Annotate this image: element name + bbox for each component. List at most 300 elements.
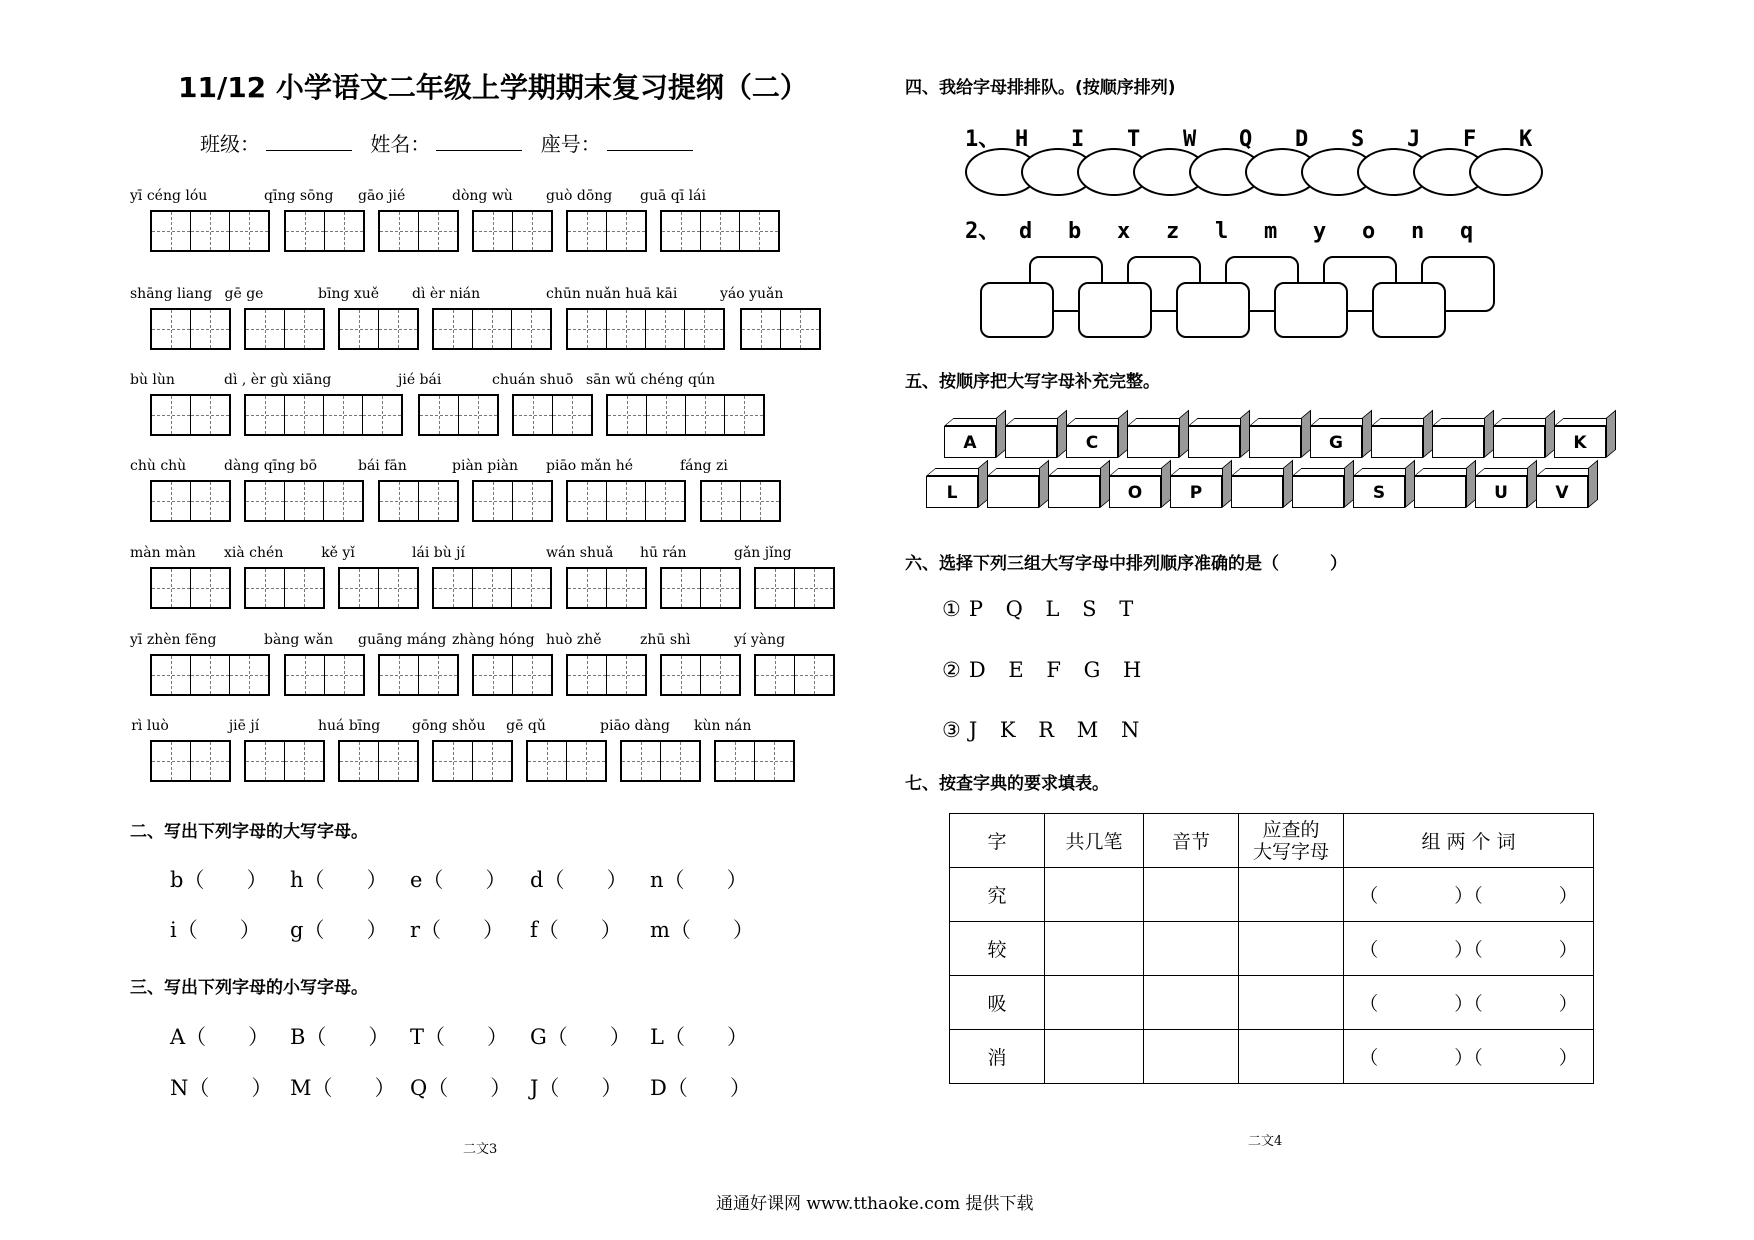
letter-cell[interactable] bbox=[1239, 1030, 1344, 1084]
letter: z bbox=[1166, 219, 1180, 244]
tian-grid-cell[interactable] bbox=[511, 569, 550, 607]
footer-credit: 通通好课网 www.tthaoke.com 提供下载 bbox=[716, 1194, 1034, 1214]
tian-grid-cell[interactable] bbox=[418, 656, 457, 694]
blank-item[interactable]: b（ ） bbox=[170, 868, 268, 892]
writing-box[interactable] bbox=[432, 308, 552, 350]
seat-label: 座号： bbox=[540, 132, 601, 156]
pinyin-label: yáo yuǎn bbox=[720, 286, 784, 302]
writing-box[interactable] bbox=[244, 480, 364, 522]
pinyin-label: gǎn jǐng bbox=[734, 545, 792, 561]
writing-box[interactable] bbox=[284, 654, 365, 696]
word-blank[interactable]: （ ） bbox=[1473, 1047, 1578, 1069]
cube-letter bbox=[1432, 426, 1484, 458]
word-blank[interactable]: （ ） bbox=[1473, 993, 1578, 1015]
writing-box[interactable] bbox=[244, 567, 325, 609]
table-header-row bbox=[950, 814, 1594, 868]
writing-box[interactable] bbox=[472, 480, 553, 522]
blank-item[interactable]: A（ ） bbox=[170, 1025, 270, 1049]
tian-grid-cell[interactable] bbox=[512, 482, 551, 520]
syllable-cell[interactable] bbox=[1144, 868, 1239, 922]
cube-letter: O bbox=[1109, 476, 1161, 508]
tian-grid-cell[interactable] bbox=[724, 396, 763, 434]
tian-grid-cell[interactable] bbox=[190, 742, 229, 780]
writing-box[interactable] bbox=[244, 740, 325, 782]
tian-grid-cell[interactable] bbox=[418, 212, 457, 250]
letter-cell[interactable] bbox=[1239, 868, 1344, 922]
tian-grid-cell[interactable] bbox=[568, 212, 606, 250]
uppercase-row2 bbox=[170, 914, 770, 944]
tian-grid-cell[interactable] bbox=[606, 656, 645, 694]
tian-grid-cell[interactable] bbox=[246, 396, 284, 434]
letter: q bbox=[1460, 219, 1474, 244]
answer-oval[interactable] bbox=[1469, 148, 1543, 196]
answer-box[interactable] bbox=[1274, 282, 1348, 338]
cube-row-top bbox=[944, 418, 1624, 464]
tian-grid-cell[interactable] bbox=[284, 569, 323, 607]
blank-item[interactable]: m（ ） bbox=[650, 918, 754, 942]
answer-box[interactable] bbox=[1176, 282, 1250, 338]
pinyin-label: xià chén bbox=[224, 545, 284, 561]
tian-grid-cell[interactable] bbox=[716, 742, 754, 780]
writing-box[interactable] bbox=[150, 394, 231, 436]
blank-item[interactable]: J（ ） bbox=[530, 1076, 623, 1100]
table-row bbox=[950, 976, 1594, 1030]
pinyin-label: guāng máng bbox=[358, 632, 447, 648]
letter-cell[interactable] bbox=[1239, 976, 1344, 1030]
table-row bbox=[950, 922, 1594, 976]
tian-grid-cell[interactable] bbox=[190, 212, 229, 250]
seat-blank[interactable] bbox=[607, 132, 693, 151]
table-row bbox=[950, 1030, 1594, 1084]
blank-item[interactable]: n（ ） bbox=[650, 868, 748, 892]
tian-grid-cell[interactable] bbox=[622, 742, 660, 780]
blank-item[interactable]: r（ ） bbox=[410, 918, 505, 942]
dictionary-table bbox=[949, 813, 1594, 1084]
blank-item[interactable]: T（ ） bbox=[410, 1025, 509, 1049]
blank-item[interactable]: i（ ） bbox=[170, 918, 261, 942]
tian-grid-cell[interactable] bbox=[646, 396, 685, 434]
oval-chain bbox=[965, 148, 1545, 198]
section7-header: 七、按查字典的要求填表。 bbox=[905, 774, 1109, 794]
writing-box[interactable] bbox=[150, 740, 231, 782]
writing-box[interactable] bbox=[606, 394, 765, 436]
section4-header: 四、我给字母排排队。(按顺序排列) bbox=[905, 78, 1176, 98]
tian-grid-cell[interactable] bbox=[662, 212, 700, 250]
blank-item[interactable]: Q（ ） bbox=[410, 1076, 512, 1100]
writing-box[interactable] bbox=[566, 480, 686, 522]
tian-grid-cell[interactable] bbox=[152, 569, 190, 607]
tian-grid-cell[interactable] bbox=[324, 212, 363, 250]
blank-item[interactable]: N（ ） bbox=[170, 1076, 273, 1100]
tian-grid-cell[interactable] bbox=[229, 212, 268, 250]
tian-grid-cell[interactable] bbox=[528, 742, 566, 780]
pinyin-label: bīng xuě bbox=[318, 286, 380, 302]
writing-box[interactable] bbox=[150, 308, 231, 350]
tian-grid-cell[interactable] bbox=[606, 482, 645, 520]
writing-box[interactable] bbox=[150, 480, 231, 522]
tian-grid-cell[interactable] bbox=[380, 212, 418, 250]
tian-grid-cell[interactable] bbox=[229, 656, 268, 694]
blank-item[interactable]: D（ ） bbox=[650, 1076, 751, 1100]
pinyin-label: guò dōng bbox=[546, 188, 613, 204]
syllable-cell[interactable] bbox=[1144, 1030, 1239, 1084]
tian-grid-cell[interactable] bbox=[754, 742, 793, 780]
strokes-cell[interactable] bbox=[1045, 1030, 1144, 1084]
letter: H bbox=[1015, 127, 1029, 152]
blank-item[interactable]: h（ ） bbox=[290, 868, 388, 892]
letter-cube[interactable] bbox=[1005, 418, 1067, 458]
tian-grid-cell[interactable] bbox=[284, 482, 323, 520]
tian-grid-cell[interactable] bbox=[378, 742, 417, 780]
blank-item[interactable]: e（ ） bbox=[410, 868, 507, 892]
letter-cube[interactable] bbox=[1475, 468, 1537, 508]
cube-letter bbox=[1493, 426, 1545, 458]
tian-grid-cell[interactable] bbox=[324, 656, 363, 694]
tian-grid-cell[interactable] bbox=[286, 212, 324, 250]
tian-grid-cell[interactable] bbox=[286, 656, 324, 694]
pinyin-label: gāo jié bbox=[358, 188, 406, 204]
name-label: 姓名： bbox=[370, 132, 431, 156]
tian-grid-cell[interactable] bbox=[511, 310, 550, 348]
letter-cube[interactable] bbox=[1249, 418, 1311, 458]
uppercase-row1 bbox=[170, 864, 770, 894]
tian-grid-cell[interactable] bbox=[378, 569, 417, 607]
answer-box[interactable] bbox=[1372, 282, 1446, 338]
words-cell[interactable] bbox=[1344, 1030, 1594, 1084]
letter-cube[interactable] bbox=[1066, 418, 1128, 458]
tian-grid-cell[interactable] bbox=[660, 742, 699, 780]
pinyin-label: hū rán bbox=[640, 545, 687, 561]
writing-box[interactable] bbox=[244, 308, 325, 350]
letter-cube[interactable] bbox=[1170, 468, 1232, 508]
pinyin-label: piàn piàn bbox=[452, 458, 519, 474]
pinyin-label: jié bái bbox=[398, 372, 442, 388]
tian-grid-cell[interactable] bbox=[380, 482, 418, 520]
tian-grid-cell[interactable] bbox=[152, 656, 190, 694]
tian-grid-cell[interactable] bbox=[662, 656, 700, 694]
word-blank[interactable]: （ ） bbox=[1359, 1047, 1474, 1069]
writing-box[interactable] bbox=[378, 480, 459, 522]
tian-grid-cell[interactable] bbox=[608, 396, 646, 434]
syllable-cell[interactable] bbox=[1144, 922, 1239, 976]
letter-cube[interactable] bbox=[1493, 418, 1555, 458]
tian-grid-cell[interactable] bbox=[700, 656, 739, 694]
pinyin-label: zhū shì bbox=[640, 632, 691, 648]
writing-box[interactable] bbox=[472, 654, 553, 696]
letter-cube[interactable] bbox=[1310, 418, 1372, 458]
letter-cube[interactable] bbox=[1127, 418, 1189, 458]
cube-letter: G bbox=[1310, 426, 1362, 458]
letter-cube[interactable] bbox=[1231, 468, 1293, 508]
cube-letter bbox=[1127, 426, 1179, 458]
cube-letter: C bbox=[1066, 426, 1118, 458]
cube-letter: A bbox=[944, 426, 996, 458]
blank-item[interactable]: L（ ） bbox=[650, 1025, 748, 1049]
cube-letter: K bbox=[1554, 426, 1606, 458]
tian-grid-cell[interactable] bbox=[780, 310, 819, 348]
writing-box[interactable] bbox=[150, 210, 270, 252]
writing-box[interactable] bbox=[338, 740, 419, 782]
tian-grid-cell[interactable] bbox=[323, 396, 362, 434]
tian-grid-cell[interactable] bbox=[284, 310, 323, 348]
pinyin-label: jiē jí bbox=[228, 718, 260, 734]
letter: o bbox=[1362, 219, 1376, 244]
writing-box[interactable] bbox=[740, 308, 821, 350]
tian-grid-cell[interactable] bbox=[702, 482, 740, 520]
tian-grid-cell[interactable] bbox=[568, 569, 606, 607]
cube-side bbox=[1588, 460, 1598, 508]
cube-letter bbox=[1292, 476, 1344, 508]
writing-box[interactable] bbox=[378, 210, 459, 252]
tian-grid-cell[interactable] bbox=[190, 396, 229, 434]
tian-grid-cell[interactable] bbox=[566, 742, 605, 780]
tian-grid-cell[interactable] bbox=[568, 482, 606, 520]
letter: K bbox=[1519, 127, 1533, 152]
pinyin-label: dì , èr gù xiāng bbox=[224, 372, 332, 388]
letter: S bbox=[1351, 127, 1365, 152]
pinyin-label: guā qī lái bbox=[640, 188, 706, 204]
pinyin-label: fáng zi bbox=[680, 458, 728, 474]
col-header-line1: 应查的 bbox=[1262, 818, 1320, 841]
tian-grid-cell[interactable] bbox=[474, 212, 512, 250]
writing-box[interactable] bbox=[432, 567, 552, 609]
tian-grid-cell[interactable] bbox=[152, 396, 190, 434]
pinyin-label: gē ge bbox=[224, 286, 264, 302]
cube-letter: L bbox=[926, 476, 978, 508]
writing-box[interactable] bbox=[566, 567, 647, 609]
writing-box[interactable] bbox=[150, 567, 231, 609]
pinyin-label: piāo dàng bbox=[600, 718, 670, 734]
tian-grid-cell[interactable] bbox=[662, 569, 700, 607]
letter: F bbox=[1463, 127, 1477, 152]
writing-box[interactable] bbox=[150, 654, 270, 696]
tian-grid-cell[interactable] bbox=[606, 310, 645, 348]
blank-item[interactable]: G（ ） bbox=[530, 1025, 631, 1049]
pinyin-label: bái fān bbox=[358, 458, 407, 474]
letter: Q bbox=[1239, 127, 1253, 152]
tian-grid-cell[interactable] bbox=[434, 742, 472, 780]
option-3[interactable]: ③J K R M N bbox=[942, 718, 1148, 742]
writing-box[interactable] bbox=[378, 654, 459, 696]
writing-box[interactable] bbox=[418, 394, 499, 436]
words-cell[interactable] bbox=[1344, 976, 1594, 1030]
writing-box[interactable] bbox=[714, 740, 795, 782]
tian-grid-cell[interactable] bbox=[568, 656, 606, 694]
writing-box[interactable] bbox=[566, 308, 725, 350]
tian-grid-cell[interactable] bbox=[152, 482, 190, 520]
word-blank[interactable]: （ ） bbox=[1473, 939, 1578, 961]
pinyin-writing-grid bbox=[130, 188, 840, 788]
col-header: 字 bbox=[950, 814, 1045, 868]
tian-grid-cell[interactable] bbox=[645, 482, 684, 520]
letter-cube[interactable] bbox=[1353, 468, 1415, 508]
writing-box[interactable] bbox=[620, 740, 701, 782]
letter: y bbox=[1313, 219, 1327, 244]
words-cell[interactable] bbox=[1344, 922, 1594, 976]
pinyin-label: gōng shǒu bbox=[412, 718, 486, 734]
letter: D bbox=[1295, 127, 1309, 152]
tian-grid-cell[interactable] bbox=[740, 482, 779, 520]
tian-grid-cell[interactable] bbox=[190, 656, 229, 694]
tian-grid-cell[interactable] bbox=[794, 656, 833, 694]
writing-box[interactable] bbox=[566, 210, 647, 252]
tian-grid-cell[interactable] bbox=[458, 396, 497, 434]
strokes-cell[interactable] bbox=[1045, 868, 1144, 922]
blank-item[interactable]: M（ ） bbox=[290, 1076, 396, 1100]
tian-grid-cell[interactable] bbox=[284, 742, 323, 780]
writing-box[interactable] bbox=[338, 567, 419, 609]
blank-item[interactable]: f（ ） bbox=[530, 918, 622, 942]
student-info bbox=[200, 128, 705, 157]
answer-box[interactable] bbox=[1078, 282, 1152, 338]
letter-cube[interactable] bbox=[1109, 468, 1171, 508]
writing-box[interactable] bbox=[754, 654, 835, 696]
writing-box[interactable] bbox=[284, 210, 365, 252]
tian-grid-cell[interactable] bbox=[340, 742, 378, 780]
cube-letter bbox=[1249, 426, 1301, 458]
letter-cube[interactable] bbox=[1414, 468, 1476, 508]
tian-grid-cell[interactable] bbox=[685, 396, 724, 434]
word-blank[interactable]: （ ） bbox=[1473, 885, 1578, 907]
pinyin-label: piāo mǎn hé bbox=[546, 458, 634, 474]
letter-cube[interactable] bbox=[944, 418, 1006, 458]
blank-item[interactable]: d（ ） bbox=[530, 868, 628, 892]
writing-box[interactable] bbox=[660, 567, 741, 609]
tian-grid-cell[interactable] bbox=[152, 212, 190, 250]
letter-cell[interactable] bbox=[1239, 922, 1344, 976]
tian-grid-cell[interactable] bbox=[474, 656, 512, 694]
letter: x bbox=[1117, 219, 1131, 244]
writing-box[interactable] bbox=[526, 740, 607, 782]
class-blank[interactable] bbox=[266, 132, 352, 151]
tian-grid-cell[interactable] bbox=[246, 310, 284, 348]
col-header bbox=[1239, 814, 1344, 868]
pinyin-label: kùn nán bbox=[694, 718, 752, 734]
syllable-cell[interactable] bbox=[1144, 976, 1239, 1030]
tian-grid-cell[interactable] bbox=[190, 569, 229, 607]
writing-box[interactable] bbox=[566, 654, 647, 696]
blank-item[interactable]: B（ ） bbox=[290, 1025, 390, 1049]
tian-grid-cell[interactable] bbox=[434, 569, 472, 607]
tian-grid-cell[interactable] bbox=[552, 396, 591, 434]
letter-cube[interactable] bbox=[926, 468, 988, 508]
letter-cube[interactable] bbox=[1048, 468, 1110, 508]
tian-grid-cell[interactable] bbox=[380, 656, 418, 694]
tian-grid-cell[interactable] bbox=[340, 310, 378, 348]
letter-cube[interactable] bbox=[1432, 418, 1494, 458]
tian-grid-cell[interactable] bbox=[472, 569, 511, 607]
tian-grid-cell[interactable] bbox=[152, 742, 190, 780]
tian-grid-cell[interactable] bbox=[700, 212, 739, 250]
tian-grid-cell[interactable] bbox=[340, 569, 378, 607]
tian-grid-cell[interactable] bbox=[606, 212, 645, 250]
pinyin-label: yī céng lóu bbox=[130, 188, 208, 204]
cube-letter bbox=[1005, 426, 1057, 458]
pinyin-label: dòng wù bbox=[452, 188, 513, 204]
tian-grid-cell[interactable] bbox=[420, 396, 458, 434]
tian-grid-cell[interactable] bbox=[645, 310, 684, 348]
blank-item[interactable]: g（ ） bbox=[290, 918, 388, 942]
tian-grid-cell[interactable] bbox=[742, 310, 780, 348]
writing-box[interactable] bbox=[472, 210, 553, 252]
tian-grid-cell[interactable] bbox=[700, 569, 739, 607]
tian-grid-cell[interactable] bbox=[568, 310, 606, 348]
letter-cube[interactable] bbox=[987, 468, 1049, 508]
tian-grid-cell[interactable] bbox=[190, 482, 229, 520]
letter-cube[interactable] bbox=[1536, 468, 1598, 508]
tian-grid-cell[interactable] bbox=[323, 482, 362, 520]
tian-grid-cell[interactable] bbox=[418, 482, 457, 520]
writing-box[interactable] bbox=[244, 394, 403, 436]
tian-grid-cell[interactable] bbox=[246, 742, 284, 780]
letter: l bbox=[1215, 219, 1229, 244]
pinyin-label: shāng liang bbox=[130, 286, 213, 302]
tian-grid-cell[interactable] bbox=[606, 569, 645, 607]
name-blank[interactable] bbox=[436, 132, 522, 151]
item-number: 2、 bbox=[965, 219, 1001, 244]
pinyin-label: qīng sōng bbox=[264, 188, 334, 204]
tian-grid-cell[interactable] bbox=[794, 569, 833, 607]
tian-grid-cell[interactable] bbox=[512, 212, 551, 250]
letter-cube[interactable] bbox=[1188, 418, 1250, 458]
writing-box[interactable] bbox=[660, 654, 741, 696]
tian-grid-cell[interactable] bbox=[152, 310, 190, 348]
option-2[interactable]: ②D E F G H bbox=[942, 658, 1150, 682]
tian-grid-cell[interactable] bbox=[739, 212, 778, 250]
word-blank[interactable]: （ ） bbox=[1359, 993, 1474, 1015]
tian-grid-cell[interactable] bbox=[756, 569, 794, 607]
tian-grid-cell[interactable] bbox=[512, 656, 551, 694]
cube-letter: V bbox=[1536, 476, 1588, 508]
char-cell: 较 bbox=[950, 922, 1045, 976]
tian-grid-cell[interactable] bbox=[378, 310, 417, 348]
tian-grid-cell[interactable] bbox=[284, 396, 323, 434]
tian-grid-cell[interactable] bbox=[434, 310, 472, 348]
col-header: 共几笔 bbox=[1045, 814, 1144, 868]
box-chain bbox=[980, 256, 1520, 336]
tian-grid-cell[interactable] bbox=[246, 569, 284, 607]
tian-grid-cell[interactable] bbox=[190, 310, 229, 348]
option-1[interactable]: ①P Q L S T bbox=[942, 597, 1142, 621]
letter-cube[interactable] bbox=[1292, 468, 1354, 508]
strokes-cell[interactable] bbox=[1045, 922, 1144, 976]
tian-grid-cell[interactable] bbox=[684, 310, 723, 348]
writing-box[interactable] bbox=[660, 210, 780, 252]
tian-grid-cell[interactable] bbox=[472, 742, 511, 780]
writing-box[interactable] bbox=[700, 480, 781, 522]
letter-cube[interactable] bbox=[1554, 418, 1616, 458]
word-blank[interactable]: （ ） bbox=[1359, 885, 1474, 907]
strokes-cell[interactable] bbox=[1045, 976, 1144, 1030]
writing-box[interactable] bbox=[512, 394, 593, 436]
tian-grid-cell[interactable] bbox=[756, 656, 794, 694]
tian-grid-cell[interactable] bbox=[472, 310, 511, 348]
table-row bbox=[950, 868, 1594, 922]
answer-box[interactable] bbox=[980, 282, 1054, 338]
letter: n bbox=[1411, 219, 1425, 244]
writing-box[interactable] bbox=[338, 308, 419, 350]
tian-grid-cell[interactable] bbox=[362, 396, 401, 434]
writing-box[interactable] bbox=[754, 567, 835, 609]
letter: I bbox=[1071, 127, 1085, 152]
letter-cube[interactable] bbox=[1371, 418, 1433, 458]
words-cell[interactable] bbox=[1344, 868, 1594, 922]
tian-grid-cell[interactable] bbox=[474, 482, 512, 520]
tian-grid-cell[interactable] bbox=[514, 396, 552, 434]
word-blank[interactable]: （ ） bbox=[1359, 939, 1474, 961]
tian-grid-cell[interactable] bbox=[246, 482, 284, 520]
writing-box[interactable] bbox=[432, 740, 513, 782]
